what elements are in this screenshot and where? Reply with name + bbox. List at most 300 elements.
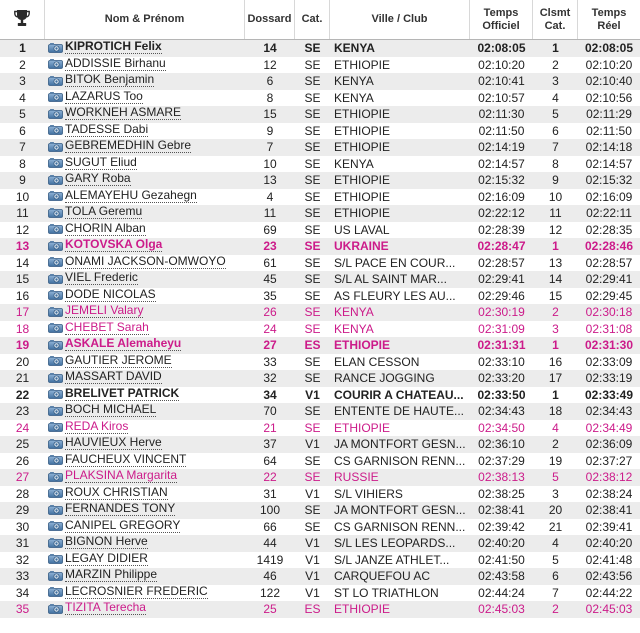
category-cell: SE bbox=[304, 503, 321, 518]
club-cell: ENTENTE DE HAUTE... bbox=[334, 404, 465, 419]
camera-icon[interactable] bbox=[48, 355, 63, 366]
runner-link[interactable] bbox=[48, 288, 156, 302]
real-time-cell: 02:31:30 bbox=[584, 338, 634, 353]
name-cell bbox=[45, 222, 245, 239]
category-rank-cell: 16 bbox=[548, 354, 563, 369]
runner-link[interactable] bbox=[48, 222, 146, 236]
rank-cell: 33 bbox=[15, 569, 30, 584]
table-row bbox=[0, 172, 640, 189]
bib-cell: 70 bbox=[263, 404, 277, 419]
category-rank-cell: 12 bbox=[548, 222, 563, 237]
official-time-cell: 02:34:43 bbox=[478, 404, 525, 419]
camera-icon[interactable] bbox=[48, 190, 63, 201]
camera-icon[interactable] bbox=[48, 421, 63, 432]
official-time-header[interactable]: Temps Officiel bbox=[470, 0, 533, 39]
category-cell: SE bbox=[304, 222, 321, 237]
official-time-cell: 02:40:20 bbox=[478, 536, 525, 551]
category-cell: SE bbox=[304, 288, 321, 303]
name-cell bbox=[45, 486, 245, 503]
category-cell: SE bbox=[304, 189, 321, 204]
category-rank-cell: 5 bbox=[552, 552, 559, 567]
club-cell: ELAN CESSON bbox=[334, 354, 420, 369]
runner-link[interactable] bbox=[48, 568, 157, 582]
club-cell: S/L JANZE ATHLET... bbox=[334, 552, 450, 567]
runner-link[interactable] bbox=[48, 535, 148, 549]
camera-icon[interactable] bbox=[48, 223, 63, 234]
category-rank-cell: 6 bbox=[552, 569, 559, 584]
name-cell bbox=[45, 519, 245, 536]
official-time-cell: 02:33:20 bbox=[478, 371, 525, 386]
bib-cell: 69 bbox=[263, 222, 277, 237]
real-time-cell: 02:14:18 bbox=[585, 140, 633, 155]
category-rank-cell: 2 bbox=[552, 602, 559, 617]
name-cell bbox=[45, 288, 245, 305]
runner-link[interactable] bbox=[48, 387, 179, 401]
name-cell bbox=[45, 403, 245, 420]
camera-icon[interactable] bbox=[48, 520, 63, 531]
runner-link[interactable] bbox=[48, 337, 181, 351]
camera-icon[interactable] bbox=[48, 322, 63, 333]
camera-icon[interactable] bbox=[48, 91, 63, 102]
camera-icon[interactable] bbox=[48, 471, 63, 482]
runner-name[interactable]: HAUVIEUX Herve bbox=[65, 436, 162, 449]
category-rank-cell: 2 bbox=[552, 57, 559, 72]
category-cell: SE bbox=[304, 206, 321, 221]
real-time-cell: 02:33:19 bbox=[585, 371, 633, 386]
rank-cell: 23 bbox=[15, 404, 30, 419]
category-cell: SE bbox=[304, 123, 321, 138]
runner-name[interactable]: BIGNON Herve bbox=[65, 535, 148, 548]
rank-cell: 24 bbox=[15, 420, 30, 435]
category-cell: SE bbox=[304, 156, 321, 171]
real-time-cell: 02:28:35 bbox=[585, 222, 633, 237]
runner-name[interactable]: FAUCHEUX VINCENT bbox=[65, 452, 187, 466]
camera-icon[interactable] bbox=[48, 141, 63, 152]
bib-cell: 8 bbox=[266, 90, 274, 105]
runner-name[interactable]: BRELIVET PATRICK bbox=[65, 386, 180, 400]
category-rank-cell: 7 bbox=[552, 585, 559, 600]
real-time-cell: 02:33:49 bbox=[584, 387, 634, 402]
runner-name[interactable]: ADDISSIE Birhanu bbox=[65, 56, 166, 70]
trophy-icon bbox=[14, 9, 30, 27]
runner-link[interactable] bbox=[48, 139, 191, 153]
club-cell: ETHIOPIE bbox=[334, 123, 391, 138]
runner-link[interactable] bbox=[48, 585, 208, 599]
category-cell: SE bbox=[304, 255, 321, 270]
camera-icon[interactable] bbox=[48, 273, 63, 284]
real-time-cell: 02:29:45 bbox=[585, 288, 633, 303]
runner-name[interactable]: BOCH MICHAEL bbox=[65, 403, 157, 416]
bib-cell: 35 bbox=[263, 288, 277, 303]
bib-cell: 9 bbox=[266, 123, 274, 138]
runner-name[interactable]: KOTOVSKA Olga bbox=[65, 238, 163, 251]
camera-icon[interactable] bbox=[48, 372, 63, 383]
official-time-cell: 02:14:57 bbox=[478, 156, 525, 171]
runner-link[interactable] bbox=[48, 354, 172, 368]
official-time-cell: 02:36:10 bbox=[478, 437, 525, 452]
bib-cell: 32 bbox=[263, 371, 277, 386]
category-rank-cell: 1 bbox=[533, 39, 578, 57]
runner-link[interactable] bbox=[48, 73, 154, 87]
name-header[interactable]: Nom & Prénom bbox=[45, 0, 245, 39]
club-cell: KENYA bbox=[334, 74, 374, 89]
official-time-cell: 02:16:09 bbox=[478, 189, 525, 204]
official-time-cell: 02:39:42 bbox=[478, 519, 525, 534]
runner-name[interactable]: KIPROTICH Felix bbox=[65, 39, 162, 53]
runner-name[interactable]: CHEBET Sarah bbox=[65, 320, 149, 334]
runner-link[interactable] bbox=[48, 123, 148, 137]
camera-icon[interactable] bbox=[48, 174, 63, 185]
name-cell bbox=[45, 337, 245, 354]
table-row bbox=[0, 436, 640, 453]
runner-name[interactable]: MASSART DAVID bbox=[65, 370, 162, 383]
name-cell bbox=[45, 172, 245, 189]
runner-link[interactable] bbox=[48, 40, 162, 54]
runner-link[interactable] bbox=[48, 436, 162, 450]
name-cell bbox=[45, 57, 245, 74]
category-rank-cell: 14 bbox=[548, 272, 563, 287]
runner-name[interactable]: ROUX CHRISTIAN bbox=[65, 485, 168, 499]
rank-cell: 27 bbox=[15, 470, 30, 485]
runner-link[interactable] bbox=[48, 420, 128, 434]
table-row bbox=[0, 585, 640, 602]
table-row bbox=[0, 123, 640, 140]
real-time-cell: 02:38:12 bbox=[585, 470, 633, 485]
runner-name[interactable]: LEGAY DIDIER bbox=[65, 551, 148, 565]
table-row bbox=[0, 486, 640, 503]
table-row bbox=[0, 271, 640, 288]
category-cell: SE bbox=[304, 272, 321, 287]
camera-icon[interactable] bbox=[48, 58, 63, 69]
club-cell: KENYA bbox=[330, 39, 470, 57]
real-time-cell: 02:41:48 bbox=[585, 552, 633, 567]
runner-link[interactable] bbox=[48, 304, 143, 318]
official-time-cell: 02:15:32 bbox=[478, 173, 525, 188]
official-time-cell: 02:44:24 bbox=[478, 585, 525, 600]
runner-name[interactable]: VIEL Frederic bbox=[65, 271, 138, 284]
bib-cell: 46 bbox=[263, 569, 277, 584]
camera-icon[interactable] bbox=[48, 240, 63, 251]
rank-cell: 4 bbox=[19, 90, 26, 105]
name-cell bbox=[45, 39, 245, 57]
category-rank-cell: 19 bbox=[548, 453, 563, 468]
club-header[interactable]: Ville / Club bbox=[330, 0, 470, 39]
category-rank-cell: 4 bbox=[552, 420, 559, 435]
camera-icon[interactable] bbox=[48, 603, 63, 614]
runner-link[interactable] bbox=[48, 519, 180, 533]
category-cell: SE bbox=[304, 57, 321, 72]
category-rank-cell: 8 bbox=[552, 156, 559, 171]
club-cell: RANCE JOGGING bbox=[334, 371, 435, 386]
camera-icon[interactable] bbox=[48, 570, 63, 581]
camera-icon[interactable] bbox=[48, 306, 63, 317]
runner-link[interactable] bbox=[48, 469, 177, 483]
category-rank-cell: 18 bbox=[548, 404, 563, 419]
runner-name[interactable]: GAUTIER JEROME bbox=[65, 353, 172, 367]
runner-link[interactable] bbox=[48, 90, 143, 104]
results-body bbox=[0, 39, 640, 618]
category-rank-cell: 1 bbox=[552, 387, 559, 402]
table-row bbox=[0, 139, 640, 156]
official-time-cell: 02:37:29 bbox=[478, 453, 525, 468]
camera-icon[interactable] bbox=[48, 553, 63, 564]
runner-link[interactable] bbox=[48, 453, 186, 467]
runner-link[interactable] bbox=[48, 552, 148, 566]
runner-link[interactable] bbox=[48, 486, 168, 500]
runner-name[interactable]: TADESSE Dabi bbox=[65, 122, 149, 136]
category-rank-cell: 2 bbox=[552, 305, 559, 320]
real-time-cell: 02:22:11 bbox=[586, 206, 632, 221]
bib-cell: 21 bbox=[263, 420, 277, 435]
category-rank-cell: 5 bbox=[552, 470, 559, 485]
camera-icon[interactable] bbox=[48, 75, 63, 86]
table-row bbox=[0, 601, 640, 618]
official-time-cell: 02:38:25 bbox=[478, 486, 525, 501]
table-header-row bbox=[0, 0, 640, 39]
real-time-cell: 02:34:43 bbox=[585, 404, 633, 419]
real-time-cell: 02:10:20 bbox=[585, 57, 633, 72]
official-time-cell: 02:31:09 bbox=[478, 321, 525, 336]
camera-icon[interactable] bbox=[48, 157, 63, 168]
name-cell bbox=[45, 453, 245, 470]
runner-name[interactable]: GARY Roba bbox=[65, 172, 131, 185]
runner-name[interactable]: REDA Kiros bbox=[65, 419, 129, 433]
table-row bbox=[0, 205, 640, 222]
club-cell: ETHIOPIE bbox=[334, 602, 391, 617]
real-time-cell: 02:37:27 bbox=[585, 453, 633, 468]
name-cell bbox=[45, 321, 245, 338]
runner-name[interactable]: CANIPEL GREGORY bbox=[65, 518, 181, 532]
rank-cell: 3 bbox=[19, 74, 26, 89]
rank-cell: 14 bbox=[15, 255, 30, 270]
table-row bbox=[0, 453, 640, 470]
runner-link[interactable] bbox=[48, 57, 166, 71]
rank-cell: 6 bbox=[19, 123, 26, 138]
runner-link[interactable] bbox=[48, 403, 156, 417]
category-cell: SE bbox=[304, 90, 321, 105]
category-rank-cell: 17 bbox=[548, 371, 563, 386]
runner-link[interactable] bbox=[48, 156, 137, 170]
runner-name[interactable]: ALEMAYEHU Gezahegn bbox=[65, 188, 197, 202]
bib-header[interactable]: Dossard bbox=[245, 0, 295, 39]
bib-cell: 4 bbox=[266, 189, 274, 204]
category-cell: ES bbox=[304, 602, 321, 617]
rank-cell: 11 bbox=[16, 206, 29, 221]
real-time-cell: 02:39:41 bbox=[585, 519, 633, 534]
official-time-cell: 02:28:57 bbox=[478, 255, 525, 270]
rank-cell: 1 bbox=[0, 39, 45, 57]
runner-name[interactable]: TIZITA Terecha bbox=[65, 601, 146, 614]
club-cell: KENYA bbox=[334, 321, 374, 336]
name-cell bbox=[45, 189, 245, 206]
camera-icon[interactable] bbox=[48, 256, 63, 267]
category-rank-cell: 3 bbox=[552, 74, 559, 89]
category-header[interactable]: Cat. bbox=[295, 0, 330, 39]
rank-cell: 26 bbox=[15, 453, 30, 468]
runner-link[interactable] bbox=[48, 255, 226, 269]
runner-link[interactable] bbox=[48, 205, 142, 219]
bib-cell: 10 bbox=[263, 156, 277, 171]
camera-icon[interactable] bbox=[48, 487, 63, 498]
runner-link[interactable] bbox=[48, 601, 146, 615]
table-row bbox=[0, 321, 640, 338]
category-rank-cell: 1 bbox=[552, 338, 559, 353]
official-time-cell: 02:34:50 bbox=[478, 420, 525, 435]
camera-icon[interactable] bbox=[48, 454, 63, 465]
runner-link[interactable] bbox=[48, 502, 175, 516]
table-row bbox=[0, 106, 640, 123]
rank-cell: 12 bbox=[15, 222, 30, 237]
bib-cell: 13 bbox=[263, 173, 277, 188]
real-time-cell: 02:43:56 bbox=[585, 569, 633, 584]
official-time-cell: 02:11:30 bbox=[478, 107, 525, 122]
camera-icon[interactable] bbox=[48, 504, 63, 515]
bib-cell: 122 bbox=[259, 585, 281, 600]
category-cell: V1 bbox=[305, 552, 320, 567]
real-time-cell: 02:31:08 bbox=[585, 321, 633, 336]
runner-name[interactable]: DODE NICOLAS bbox=[65, 287, 156, 301]
rank-cell: 21 bbox=[15, 371, 30, 386]
official-time-cell: 02:45:03 bbox=[478, 602, 525, 617]
runner-name[interactable]: CHORIN Alban bbox=[65, 221, 146, 235]
table-row bbox=[0, 568, 640, 585]
club-cell: JA MONTFORT GESN... bbox=[334, 437, 466, 452]
real-time-cell: 02:11:29 bbox=[586, 107, 632, 122]
name-cell bbox=[45, 436, 245, 453]
name-cell bbox=[45, 90, 245, 107]
camera-icon[interactable] bbox=[48, 438, 63, 449]
club-cell: ETHIOPIE bbox=[334, 420, 391, 435]
rank-cell: 2 bbox=[19, 57, 26, 72]
runner-link[interactable] bbox=[48, 370, 162, 384]
official-time-cell: 02:10:57 bbox=[478, 90, 525, 105]
category-cell: SE bbox=[304, 453, 321, 468]
runner-name[interactable]: FERNANDES TONY bbox=[65, 502, 176, 515]
real-time-cell: 02:14:57 bbox=[585, 156, 633, 171]
real-time-cell: 02:15:32 bbox=[585, 173, 633, 188]
table-row bbox=[0, 288, 640, 305]
category-rank-cell: 7 bbox=[552, 140, 559, 155]
runner-link[interactable] bbox=[48, 189, 197, 203]
bib-cell: 100 bbox=[259, 503, 281, 518]
category-rank-header[interactable]: Clsmt Cat. bbox=[533, 0, 578, 39]
category-cell: SE bbox=[304, 173, 321, 188]
real-time-header[interactable]: Temps Réel bbox=[591, 6, 627, 32]
club-cell: S/L AL SAINT MAR... bbox=[334, 272, 447, 287]
rank-cell: 17 bbox=[15, 305, 30, 320]
camera-icon[interactable] bbox=[48, 124, 63, 135]
camera-icon[interactable] bbox=[48, 42, 63, 53]
runner-link[interactable] bbox=[48, 172, 131, 186]
category-cell: ES bbox=[304, 338, 321, 353]
category-cell: SE bbox=[304, 404, 321, 419]
category-cell: SE bbox=[304, 74, 321, 89]
camera-icon[interactable] bbox=[48, 388, 63, 399]
runner-link[interactable] bbox=[48, 238, 162, 252]
camera-icon[interactable] bbox=[48, 586, 63, 597]
runner-name[interactable]: MARZIN Philippe bbox=[65, 568, 158, 581]
real-time-cell: 02:45:03 bbox=[585, 602, 633, 617]
name-cell bbox=[45, 73, 245, 90]
real-time-cell: 02:28:46 bbox=[584, 239, 634, 254]
runner-name[interactable]: WORKNEH ASMARE bbox=[65, 106, 182, 119]
runner-name[interactable]: TOLA Geremu bbox=[65, 205, 143, 218]
bib-cell: 66 bbox=[263, 519, 277, 534]
real-time-cell: 02:11:50 bbox=[586, 123, 632, 138]
real-time-cell: 02:40:20 bbox=[585, 536, 633, 551]
rank-cell: 32 bbox=[15, 552, 30, 567]
category-cell: V1 bbox=[305, 437, 320, 452]
name-cell bbox=[45, 601, 245, 618]
bib-cell: 27 bbox=[263, 338, 277, 353]
club-cell: S/L LES LEOPARDS... bbox=[334, 536, 456, 551]
camera-icon[interactable] bbox=[48, 339, 63, 350]
camera-icon[interactable] bbox=[48, 207, 63, 218]
runner-name[interactable]: GEBREMEDHIN Gebre bbox=[65, 139, 192, 152]
runner-link[interactable] bbox=[48, 106, 181, 120]
category-rank-cell: 15 bbox=[548, 288, 563, 303]
official-time-cell: 02:31:31 bbox=[477, 338, 526, 353]
official-time-cell: 02:10:20 bbox=[478, 57, 525, 72]
category-cell: V1 bbox=[305, 387, 320, 402]
rank-cell: 13 bbox=[15, 239, 30, 254]
category-cell: SE bbox=[304, 354, 321, 369]
rank-cell: 34 bbox=[15, 585, 30, 600]
club-cell: JA MONTFORT GESN... bbox=[334, 503, 466, 518]
rank-header[interactable] bbox=[0, 0, 45, 39]
runner-name[interactable]: BITOK Benjamin bbox=[65, 73, 155, 86]
bib-cell: 45 bbox=[263, 272, 277, 287]
runner-name[interactable]: JEMELI Valary bbox=[65, 304, 144, 317]
runner-name[interactable]: ASKALE Alemaheyu bbox=[65, 337, 182, 350]
camera-icon[interactable] bbox=[48, 289, 63, 300]
runner-name[interactable]: ONAMI JACKSON-OMWOYO bbox=[65, 254, 226, 268]
rank-cell: 35 bbox=[15, 602, 30, 617]
table-row bbox=[0, 238, 640, 255]
runner-link[interactable] bbox=[48, 321, 149, 335]
name-cell bbox=[45, 156, 245, 173]
rank-cell: 20 bbox=[15, 354, 30, 369]
bib-cell: 64 bbox=[263, 453, 277, 468]
category-cell: SE bbox=[304, 321, 321, 336]
camera-icon[interactable] bbox=[48, 537, 63, 548]
table-row bbox=[0, 502, 640, 519]
runner-name[interactable]: SUGUT Eliud bbox=[65, 155, 137, 169]
table-row bbox=[0, 189, 640, 206]
bib-cell: 15 bbox=[263, 107, 277, 122]
rank-cell: 29 bbox=[15, 503, 30, 518]
runner-name[interactable]: PLAKSINA Margarita bbox=[65, 469, 178, 482]
official-time-cell: 02:14:19 bbox=[478, 140, 525, 155]
category-rank-cell: 2 bbox=[552, 437, 559, 452]
category-rank-cell: 1 bbox=[552, 239, 559, 254]
category-rank-cell: 4 bbox=[552, 536, 559, 551]
camera-icon[interactable] bbox=[48, 405, 63, 416]
club-cell: KENYA bbox=[334, 305, 374, 320]
runner-name[interactable]: LAZARUS Too bbox=[65, 89, 143, 103]
rank-cell: 30 bbox=[15, 519, 30, 534]
club-cell: ETHIOPIE bbox=[334, 140, 391, 155]
runner-name[interactable]: LECROSNIER FREDERIC bbox=[65, 584, 208, 598]
category-rank-cell: 9 bbox=[552, 173, 559, 188]
rank-cell: 5 bbox=[19, 107, 26, 122]
runner-link[interactable] bbox=[48, 271, 138, 285]
table-row bbox=[0, 156, 640, 173]
category-cell: SE bbox=[295, 39, 330, 57]
category-rank-cell: 10 bbox=[548, 189, 563, 204]
bib-cell: 1419 bbox=[256, 552, 284, 567]
camera-icon[interactable] bbox=[48, 108, 63, 119]
